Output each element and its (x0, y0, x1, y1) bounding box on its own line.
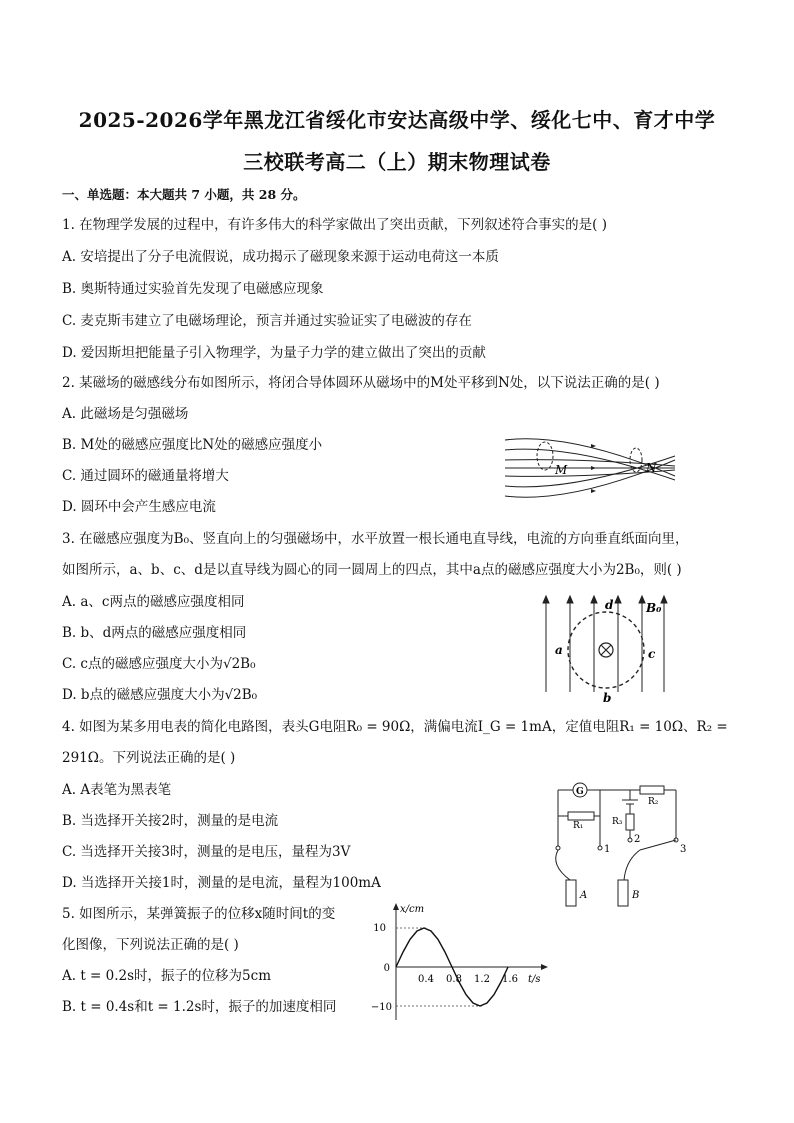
label-n: N (646, 461, 657, 475)
label-a: a (555, 643, 563, 657)
q1-option-d: D. 爱因斯坦把能量子引入物理学，为量子力学的建立做出了突出的贡献 (62, 345, 486, 361)
q1-stem: 1. 在物理学发展的过程中，有许多伟大的科学家做出了突出贡献，下列叙述符合事实的是( ) (62, 217, 607, 233)
q3-option-a: A. a、c两点的磁感应强度相同 (62, 594, 245, 610)
arrow-head (567, 596, 573, 603)
x-tick-0-8: 0.8 (446, 974, 462, 985)
label-r3: R₃ (612, 817, 623, 827)
y-tick-10: 10 (373, 923, 386, 934)
label-3: 3 (680, 844, 687, 855)
x-tick-1-6: 1.6 (502, 974, 518, 985)
label-probe-b: B (632, 890, 640, 901)
q2-option-a: A. 此磁场是匀强磁场 (62, 406, 189, 422)
arrow-head (661, 596, 667, 603)
label-r1: R₁ (573, 821, 584, 831)
y-tick-0: 0 (383, 963, 390, 974)
q4-option-b: B. 当选择开关接2时，测量的是电流 (62, 813, 279, 829)
label-r2: R₂ (648, 797, 659, 807)
selector-switch (640, 840, 676, 850)
ring-at-m (537, 442, 553, 470)
arrow-head (543, 596, 549, 603)
label-g: G (576, 787, 584, 797)
x-axis-arrow (541, 964, 548, 970)
label-c: c (648, 647, 656, 661)
exam-title-line1: 2025-2026学年黑龙江省绥化市安达高级中学、绥化七中、育才中学 (78, 108, 716, 132)
y-axis-arrow (393, 903, 399, 910)
q3-stem-line2: 如图所示，a、b、c、d是以直导线为圆心的同一圆周上的四点，其中a点的磁感应强度大小为2B₀，则( ) (62, 562, 682, 578)
q3-option-d: D. b点的磁感应强度大小为√2B₀ (62, 687, 258, 703)
q4-multimeter-circuit (540, 780, 690, 912)
q5-option-b: B. t = 0.4s和t = 1.2s时，振子的加速度相同 (62, 999, 337, 1015)
q5-displacement-chart (368, 900, 554, 1024)
x-tick-1-2: 1.2 (474, 974, 490, 985)
q4-stem-line1: 4. 如图为某多用电表的简化电路图，表头G电阻R₀ = 90Ω，满偏电流I_G = 1mA，定值电阻R₁ = 10Ω、R₂ = (62, 719, 728, 735)
q2-option-c: C. 通过圆环的磁通量将增大 (62, 468, 229, 484)
q1-option-a: A. 安培提出了分子电流假说，成功揭示了磁现象来源于运动电荷这一本质 (62, 249, 499, 265)
q5-stem-line2: 化图像，下列说法正确的是( ) (62, 937, 239, 953)
q2-stem: 2. 某磁场的磁感线分布如图所示，将闭合导体圆环从磁场中的M处平移到N处，以下说法正确的是( ) (62, 375, 660, 391)
arrow-head (639, 596, 645, 603)
resistor-r1 (568, 812, 594, 820)
resistor-r3 (626, 814, 634, 830)
terminal (556, 846, 560, 850)
exam-title-line2: 三校联考高二（上）期末物理试卷 (243, 150, 551, 174)
arrow-head (591, 466, 596, 470)
label-d: d (605, 598, 614, 612)
terminal-2 (628, 838, 632, 842)
terminal-1 (598, 846, 602, 850)
y-tick-minus-10: −10 (370, 1002, 392, 1013)
q4-option-a: A. A表笔为黑表笔 (62, 782, 172, 798)
q2-option-d: D. 圆环中会产生感应电流 (62, 499, 216, 515)
q5-option-a: A. t = 0.2s时，振子的位移为5cm (62, 968, 271, 984)
arrow-head (591, 489, 596, 493)
q1-option-b: B. 奥斯特通过实验首先发现了电磁感应现象 (62, 281, 324, 297)
label-2: 2 (634, 834, 641, 845)
q5-stem-line1: 5. 如图所示，某弹簧振子的位移x随时间t的变 (62, 906, 336, 922)
label-m: M (555, 463, 568, 477)
q1-option-c: C. 麦克斯韦建立了电磁场理论，预言并通过实验证实了电磁波的存在 (62, 313, 472, 329)
q4-option-d: D. 当选择开关接1时，测量的是电流，量程为100mA (62, 875, 381, 891)
label-1: 1 (604, 844, 611, 855)
resistor-r2 (640, 786, 664, 794)
arrow-head (615, 596, 621, 603)
probe-a (566, 880, 576, 906)
q4-option-c: C. 当选择开关接3时，测量的是电压，量程为3V (62, 844, 351, 860)
section-heading: 一、单选题：本大题共 7 小题，共 28 分。 (62, 187, 306, 202)
q3-stem-line1: 3. 在磁感应强度为B₀、竖直向上的匀强磁场中，水平放置一根长通电直导线，电流的方向垂直纸面向里， (62, 531, 689, 547)
label-probe-a: A (580, 890, 588, 901)
y-axis-label: x/cm (400, 904, 425, 915)
x-tick-0-4: 0.4 (418, 974, 434, 985)
q2-field-lines-figure (500, 428, 680, 510)
label-b0: B₀ (646, 601, 662, 615)
probe-b (618, 880, 628, 906)
x-axis-label: t/s (528, 974, 541, 985)
arrow-head (591, 444, 596, 448)
arrow-head (591, 596, 597, 603)
label-b: b (603, 691, 612, 705)
q3-option-c: C. c点的磁感应强度大小为√2B₀ (62, 656, 256, 672)
q3-option-b: B. b、d两点的磁感应强度相同 (62, 625, 247, 641)
q3-field-figure (536, 592, 672, 705)
q4-stem-line2: 291Ω。下列说法正确的是( ) (62, 750, 236, 766)
q2-option-b: B. M处的磁感应强度比N处的磁感应强度小 (62, 437, 323, 453)
